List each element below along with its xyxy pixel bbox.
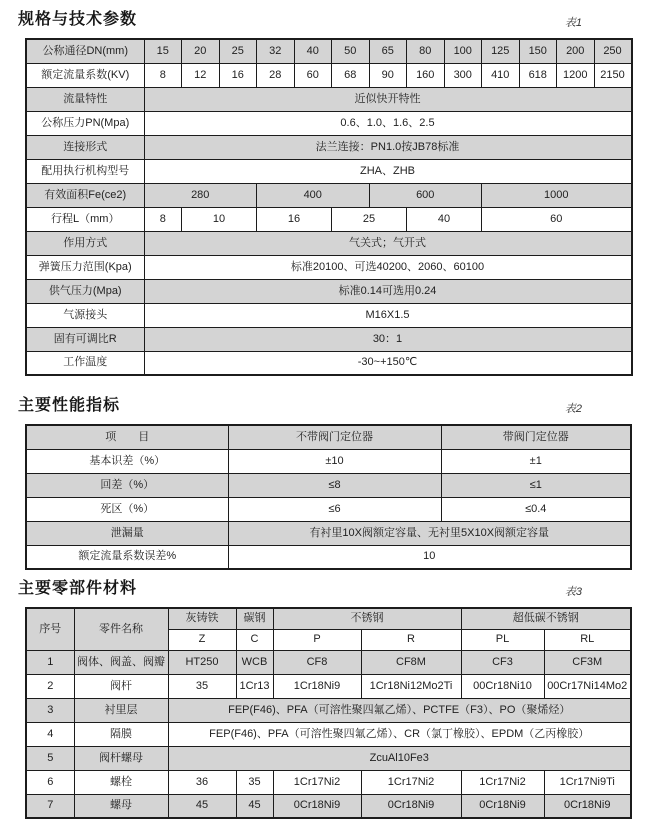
table-row [26, 545, 631, 569]
table-cell: ±10 [228, 449, 441, 473]
table-cell: 5 [26, 746, 74, 770]
table-cell: 回差（%） [26, 473, 228, 497]
table-cell: 连接形式 [26, 135, 144, 159]
table-row [26, 521, 631, 545]
table-cell: 衬里层 [74, 698, 168, 722]
table-cell: 0Cr18Ni9 [544, 794, 631, 818]
table-cell: 200 [557, 39, 595, 63]
specs-table [25, 38, 633, 376]
table-cell: 工作温度 [26, 351, 144, 375]
table-cell: 1Cr17Ni2 [273, 770, 361, 794]
table-cell: 00Cr17Ni14Mo2 [544, 674, 631, 698]
table-cell: 流量特性 [26, 87, 144, 111]
table-cell: 阀杆 [74, 674, 168, 698]
table-cell: 额定流量系数(KV) [26, 63, 144, 87]
table-row [26, 303, 632, 327]
table-row [26, 746, 631, 770]
table-cell: 618 [519, 63, 557, 87]
table-cell: 供气压力(Mpa) [26, 279, 144, 303]
table-cell: CF8M [361, 650, 461, 674]
table-cell: 68 [332, 63, 370, 87]
table-cell: ≤8 [228, 473, 441, 497]
table-cell: ≤6 [228, 497, 441, 521]
table-cell: 标准20100、可选40200、2060、60100 [144, 255, 632, 279]
table-cell: 45 [236, 794, 273, 818]
table-cell: CF3 [461, 650, 544, 674]
table-cell: 125 [482, 39, 520, 63]
table-row [26, 63, 632, 87]
table-cell: 死区（%） [26, 497, 228, 521]
table-cell: 螺栓 [74, 770, 168, 794]
table-row [26, 650, 631, 674]
table-row [26, 425, 631, 449]
table-cell: 0Cr18Ni9 [273, 794, 361, 818]
table-cell: CF3M [544, 650, 631, 674]
table-cell: 项 目 [26, 425, 228, 449]
table-cell: 300 [444, 63, 482, 87]
table-cell: 固有可调比R [26, 327, 144, 351]
table-cell: ZcuAl10Fe3 [168, 746, 631, 770]
table-cell: 40 [294, 39, 332, 63]
table-row [26, 770, 631, 794]
table-cell: CF8 [273, 650, 361, 674]
table-cell: 2150 [594, 63, 632, 87]
table-cell: 6 [26, 770, 74, 794]
table-row [26, 722, 631, 746]
table-row [26, 351, 632, 375]
table-cell: 8 [144, 207, 182, 231]
table-cell: 阀杆螺母 [74, 746, 168, 770]
table-cell: 1 [26, 650, 74, 674]
table-cell: 碳钢 [236, 608, 273, 629]
table-cell: 配用执行机构型号 [26, 159, 144, 183]
table-cell: 150 [519, 39, 557, 63]
table-cell: 标准0.14可选用0.24 [144, 279, 632, 303]
table-cell: 行程L（mm） [26, 207, 144, 231]
table-cell: 近似快开特性 [144, 87, 632, 111]
section-title-performance: 主要性能指标 [18, 397, 121, 414]
table-row [26, 255, 632, 279]
table-cell: ZHA、ZHB [144, 159, 632, 183]
table-row [26, 327, 632, 351]
table-cell: 40 [407, 207, 482, 231]
table-cell: 25 [332, 207, 407, 231]
table-cell: 隔膜 [74, 722, 168, 746]
table-cell: 螺母 [74, 794, 168, 818]
table-cell: -30~+150℃ [144, 351, 632, 375]
table-cell: 100 [444, 39, 482, 63]
table-row [26, 497, 631, 521]
table-cell: C [236, 629, 273, 650]
table-cell: 1Cr17Ni2 [361, 770, 461, 794]
table-cell: 阀体、阀盖、阀瓣 [74, 650, 168, 674]
table-row [26, 111, 632, 135]
table-cell: 基本识差（%） [26, 449, 228, 473]
table-cell: 60 [294, 63, 332, 87]
table-cell: 7 [26, 794, 74, 818]
table-cell: 气源接头 [26, 303, 144, 327]
table-cell: 公称压力PN(Mpa) [26, 111, 144, 135]
table-cell: 160 [407, 63, 445, 87]
table-cell: 公称通径DN(mm) [26, 39, 144, 63]
table-number-label-1: 表1 [564, 17, 582, 29]
table-cell: 65 [369, 39, 407, 63]
table-cell: 有效面积Fe(ce2) [26, 183, 144, 207]
table-row [26, 794, 631, 818]
table-cell: 20 [182, 39, 220, 63]
table-cell: 1200 [557, 63, 595, 87]
table-row [26, 279, 632, 303]
table-cell: P [273, 629, 361, 650]
table-row [26, 87, 632, 111]
table-cell: 15 [144, 39, 182, 63]
table-cell: ≤0.4 [441, 497, 631, 521]
table-cell: 4 [26, 722, 74, 746]
table-cell: FEP(F46)、PFA（可溶性聚四氟乙烯）、CR（氯丁橡胶）、EPDM（乙丙橡胶） [168, 722, 631, 746]
table-cell: 8 [144, 63, 182, 87]
table-cell: 弹簧压力范围(Kpa) [26, 255, 144, 279]
table-cell: 90 [369, 63, 407, 87]
table-row [26, 674, 631, 698]
table-cell: RL [544, 629, 631, 650]
table-cell: HT250 [168, 650, 236, 674]
table-row [26, 159, 632, 183]
table-cell: 法兰连接：PN1.0按JB78标准 [144, 135, 632, 159]
table-cell: 1000 [482, 183, 632, 207]
table-row [26, 207, 632, 231]
table-cell: 50 [332, 39, 370, 63]
table-cell: 零件名称 [74, 608, 168, 650]
table-row [26, 231, 632, 255]
table-cell: 0Cr18Ni9 [461, 794, 544, 818]
performance-table [25, 424, 632, 570]
table-cell: 3 [26, 698, 74, 722]
table-cell: 灰铸铁 [168, 608, 236, 629]
table-row [26, 608, 631, 629]
table-cell: 35 [168, 674, 236, 698]
table-cell: 32 [257, 39, 295, 63]
table-cell: ≤1 [441, 473, 631, 497]
table-cell: PL [461, 629, 544, 650]
section-title-materials: 主要零部件材料 [18, 580, 138, 597]
table-cell: WCB [236, 650, 273, 674]
table-row [26, 473, 631, 497]
table-cell: 60 [482, 207, 632, 231]
table-cell: 不锈钢 [273, 608, 461, 629]
table-cell: R [361, 629, 461, 650]
table-row [26, 39, 632, 63]
table-row [26, 698, 631, 722]
table-cell: 80 [407, 39, 445, 63]
table-cell: 36 [168, 770, 236, 794]
table-cell: 泄漏量 [26, 521, 228, 545]
table-cell: FEP(F46)、PFA（可溶性聚四氟乙烯）、PCTFE（F3）、PO（聚烯烃） [168, 698, 631, 722]
table-cell: 250 [594, 39, 632, 63]
table-number-label-3: 表3 [564, 586, 582, 598]
table-cell: 12 [182, 63, 220, 87]
table-cell: 16 [257, 207, 332, 231]
table-cell: 45 [168, 794, 236, 818]
table-cell: M16X1.5 [144, 303, 632, 327]
table-cell: 28 [257, 63, 295, 87]
table-cell: 气关式；气开式 [144, 231, 632, 255]
table-cell: 带阀门定位器 [441, 425, 631, 449]
table-cell: 30：1 [144, 327, 632, 351]
section-materials-header [18, 579, 582, 599]
table-cell: 16 [219, 63, 257, 87]
table-cell: 10 [182, 207, 257, 231]
table-row [26, 183, 632, 207]
table-cell: 超低碳不锈钢 [461, 608, 631, 629]
table-cell: 400 [257, 183, 370, 207]
materials-table [25, 607, 632, 819]
table-cell: Z [168, 629, 236, 650]
table-cell: 2 [26, 674, 74, 698]
table-cell: 作用方式 [26, 231, 144, 255]
table-number-label-2: 表2 [564, 403, 582, 415]
table-cell: 1Cr18Ni12Mo2Ti [361, 674, 461, 698]
table-cell: 10 [228, 545, 631, 569]
table-cell: 1Cr13 [236, 674, 273, 698]
table-cell: 1Cr17Ni2 [461, 770, 544, 794]
table-cell: 00Cr18Ni10 [461, 674, 544, 698]
table-cell: 不带阀门定位器 [228, 425, 441, 449]
section-title-specs: 规格与技术参数 [18, 11, 138, 28]
table-cell: ±1 [441, 449, 631, 473]
table-cell: 1Cr17Ni9Ti [544, 770, 631, 794]
table-cell: 序号 [26, 608, 74, 650]
table-cell: 410 [482, 63, 520, 87]
section-specs-header [18, 10, 582, 30]
table-cell: 有衬里10X阀额定容量、无衬里5X10X阀额定容量 [228, 521, 631, 545]
table-cell: 0Cr18Ni9 [361, 794, 461, 818]
section-performance-header [18, 396, 582, 416]
table-cell: 600 [369, 183, 482, 207]
table-cell: 0.6、1.0、1.6、2.5 [144, 111, 632, 135]
table-cell: 1Cr18Ni9 [273, 674, 361, 698]
table-cell: 35 [236, 770, 273, 794]
table-row [26, 449, 631, 473]
table-row [26, 135, 632, 159]
table-cell: 25 [219, 39, 257, 63]
table-cell: 额定流量系数误差% [26, 545, 228, 569]
table-cell: 280 [144, 183, 257, 207]
